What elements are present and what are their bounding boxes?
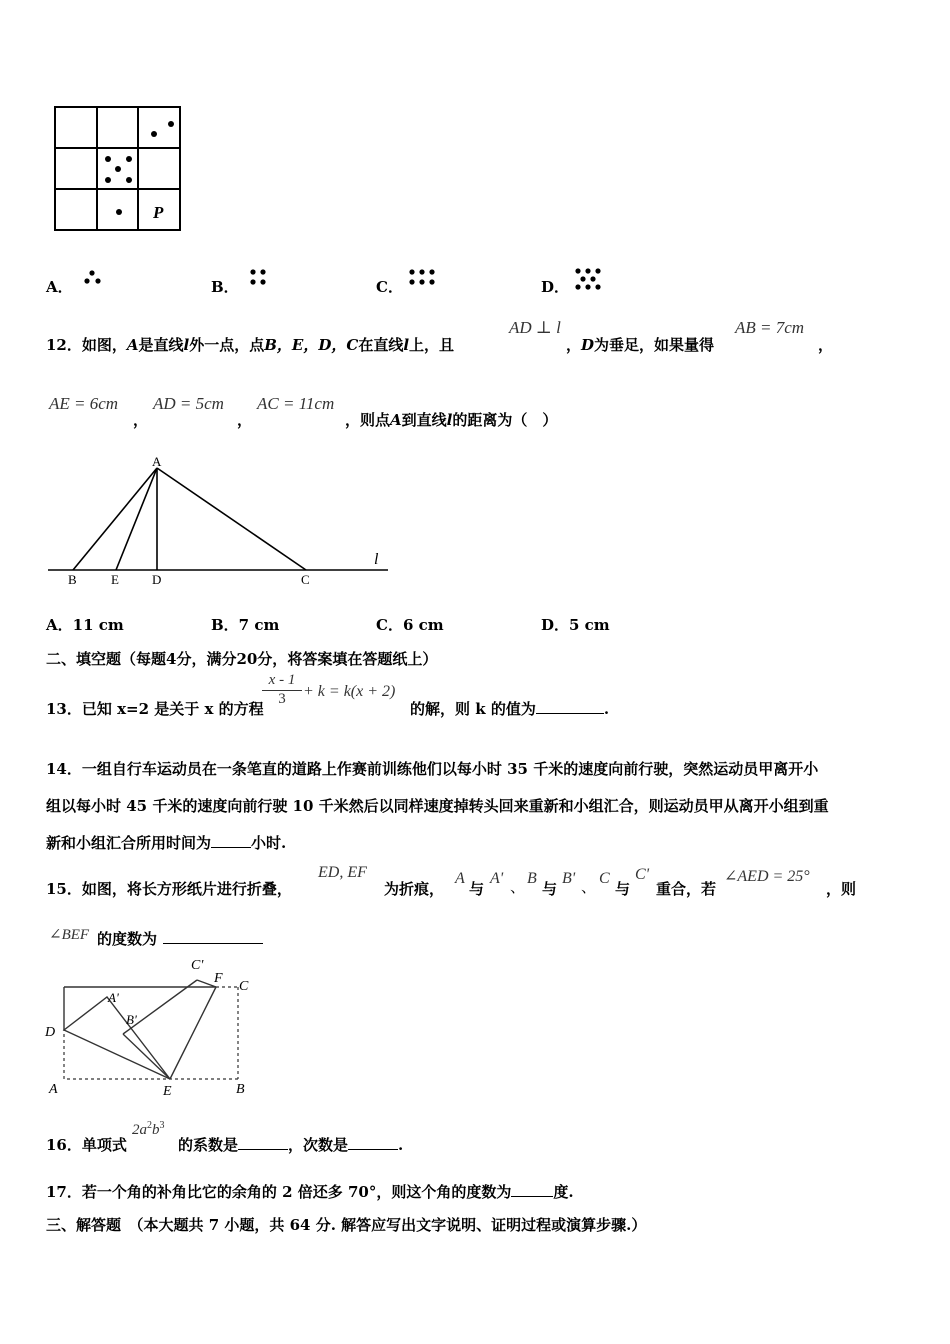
q12-points: B，E，D，C [264, 336, 359, 354]
fig12-label-a: A [152, 454, 162, 469]
q16-exp-b: 3 [159, 1120, 165, 1131]
q12-text: 在直线 [358, 336, 404, 354]
fig15-label-b-prime: B' [126, 1012, 137, 1027]
q12-perp-expr: AD ⊥ l [509, 318, 561, 337]
q12-triangle-figure [40, 452, 400, 592]
q17-line [46, 1181, 574, 1202]
q16-degree-blank[interactable] [348, 1137, 398, 1150]
q12-ab-expr: AB = 7cm [735, 318, 805, 337]
q14-answer-blank[interactable] [211, 835, 251, 848]
q12-text: 为垂足，如果量得 [594, 336, 715, 354]
q15-answer-blank[interactable] [163, 931, 263, 944]
q12-comma: ， [818, 336, 834, 354]
q15-a-prime: A' [490, 870, 504, 887]
q16-monomial [132, 1120, 165, 1139]
q12-line1 [46, 334, 454, 355]
grid-dot [168, 121, 174, 127]
fig15-label-f: F [214, 971, 223, 986]
fig15-label-c: C [239, 979, 249, 994]
q17-text: 17．若一个角的补角比它的余角的 2 倍还多 70°，则这个角的度数为 [46, 1183, 512, 1201]
q16-text: 的系数是 [178, 1136, 239, 1154]
option-d [541, 276, 569, 297]
option-d-dots-icon [573, 266, 605, 294]
option-b [211, 276, 239, 297]
grid-dot [126, 156, 132, 162]
grid-dot [115, 166, 121, 172]
option-d-label: D． [541, 278, 570, 296]
q15-angle-aed: ∠AED = 25° [724, 868, 810, 885]
q13-prefix: 13．已知 x=2 是关于 x 的方程 [46, 700, 264, 718]
option-a-label: A． [46, 278, 73, 296]
q12-option-a: A．11 cm [46, 616, 124, 634]
q13-suffix [410, 698, 609, 719]
option-c [376, 276, 403, 297]
q15-angle-bef: ∠BEF [49, 927, 90, 943]
q12-comma: ， [133, 411, 149, 429]
q17-end: 度. [553, 1183, 574, 1201]
q12-line-l: l [446, 411, 453, 429]
q14-line1: 14．一组自行车运动员在一条笔直的道路上作赛前训练他们以每小时 35 千米的速度向前行驶，突然运动员甲离开小 [46, 760, 819, 778]
option-c-label: C． [376, 278, 403, 296]
dot-grid-figure [50, 102, 186, 236]
section3-heading: 三、解答题 （本大题共 7 小题，共 64 分. 解答应写出文字说明、证明过程或演算步骤.） [46, 1216, 647, 1234]
fig15-label-e: E [163, 1084, 172, 1099]
q12-prefix: 12．如图， [46, 336, 127, 354]
q15-text: 重合，若 [656, 880, 717, 898]
q12-point-a: A [126, 336, 139, 354]
q16-mono-b: b [152, 1122, 160, 1138]
q15-line2 [97, 928, 263, 949]
fig15-label-b: B [236, 1082, 245, 1097]
q14-line2: 组以每小时 45 千米的速度向前行驶 10 千米然后以同样速度掉转头回来重新和小组汇合，则运动员甲从离开小组到重 [46, 797, 829, 815]
q13-fraction [262, 672, 302, 708]
q16-mono-base: 2a [132, 1122, 147, 1138]
q12-option-b: B．7 cm [211, 616, 280, 634]
q12-text: 是直线 [138, 336, 184, 354]
fig15-label-a-prime: A' [108, 990, 119, 1005]
grid-dot [151, 131, 157, 137]
fig12-label-b: B [68, 572, 77, 587]
q16-prefix: 16．单项式 [46, 1136, 127, 1154]
q12-ac-expr: AC = 11cm [257, 394, 335, 413]
q12-line2-tail [345, 409, 557, 430]
option-a [46, 276, 73, 297]
q16-suffix [178, 1134, 403, 1155]
q12-text: ，则点 [345, 411, 391, 429]
q15-b: B [527, 870, 537, 887]
fig12-label-e: E [111, 572, 119, 587]
q13-end: . [603, 700, 610, 718]
q16-coefficient-blank[interactable] [238, 1137, 288, 1150]
q12-point-d: D [581, 336, 595, 354]
grid-dot [105, 156, 111, 162]
q15-yu: 与 [542, 880, 558, 898]
q12-option-d: D．5 cm [541, 616, 610, 634]
q12-ad-expr: AD = 5cm [153, 394, 224, 413]
option-c-dots-icon [407, 266, 441, 288]
grid-dot [105, 177, 111, 183]
q12-text: 外一点，点 [189, 336, 265, 354]
grid-dot [116, 209, 122, 215]
q13-answer-blank[interactable] [536, 701, 604, 714]
fig12-label-d: D [152, 572, 162, 587]
q12-ae-expr: AE = 6cm [49, 394, 119, 413]
q16-text: ，次数是 [288, 1136, 349, 1154]
q15-text: 为折痕， [384, 880, 445, 898]
q12-text: 上，且 [409, 336, 455, 354]
option-a-dots-icon [82, 268, 104, 288]
q12-line1-b [566, 334, 714, 355]
q15-yu: 与 [469, 880, 485, 898]
fig12-label-c: C [301, 572, 310, 587]
q15-prefix: 15．如图，将长方形纸片进行折叠， [46, 880, 292, 898]
q15-line2-text: 的度数为 [97, 930, 158, 948]
q12-line-l: l [403, 336, 410, 354]
q15-text: ，则 [826, 880, 857, 898]
q12-text: 的距离为（ ） [452, 411, 558, 429]
section2-heading: 二、填空题（每题4分，满分20分，将答案填在答题纸上） [46, 650, 438, 668]
q13-numerator: x - 1 [262, 672, 302, 691]
q16-end: . [398, 1136, 404, 1154]
q14-line3 [46, 832, 286, 853]
fig15-label-a: A [49, 1082, 58, 1097]
option-b-dots-icon [247, 266, 271, 288]
fig15-label-d: D [45, 1025, 56, 1040]
grid-p-label: P [153, 203, 164, 222]
q14-line3-text: 新和小组汇合所用时间为 [46, 834, 212, 852]
q15-a: A [455, 870, 465, 887]
q12-text: ， [566, 336, 582, 354]
q12-point-a: A [390, 411, 402, 429]
grid-dot [126, 177, 132, 183]
q15-folds: ED, EF [318, 864, 367, 881]
q15-sep: 、 [581, 878, 597, 896]
q15-c: C [599, 870, 610, 887]
q13-equation-rest: + k = k(x + 2) [303, 683, 396, 700]
q15-c-prime: C' [635, 866, 650, 883]
q15-b-prime: B' [562, 870, 576, 887]
option-b-label: B． [211, 278, 239, 296]
fig12-label-l: l [374, 551, 379, 568]
q12-option-c: C．6 cm [376, 616, 444, 634]
q12-text: 到直线 [401, 411, 447, 429]
fig15-label-c-prime: C' [191, 958, 204, 973]
q16-exp-a: 2 [147, 1120, 152, 1131]
q15-sep: 、 [510, 878, 526, 896]
q13-suffix-text: 的解，则 k 的值为 [410, 700, 536, 718]
q12-line-l: l [183, 336, 190, 354]
q12-comma: ， [237, 411, 253, 429]
q13-denominator: 3 [278, 691, 286, 707]
q15-yu: 与 [615, 880, 631, 898]
q15-fold-figure [40, 952, 260, 1100]
q14-line3-end: 小时. [251, 834, 287, 852]
q17-answer-blank[interactable] [511, 1184, 553, 1197]
